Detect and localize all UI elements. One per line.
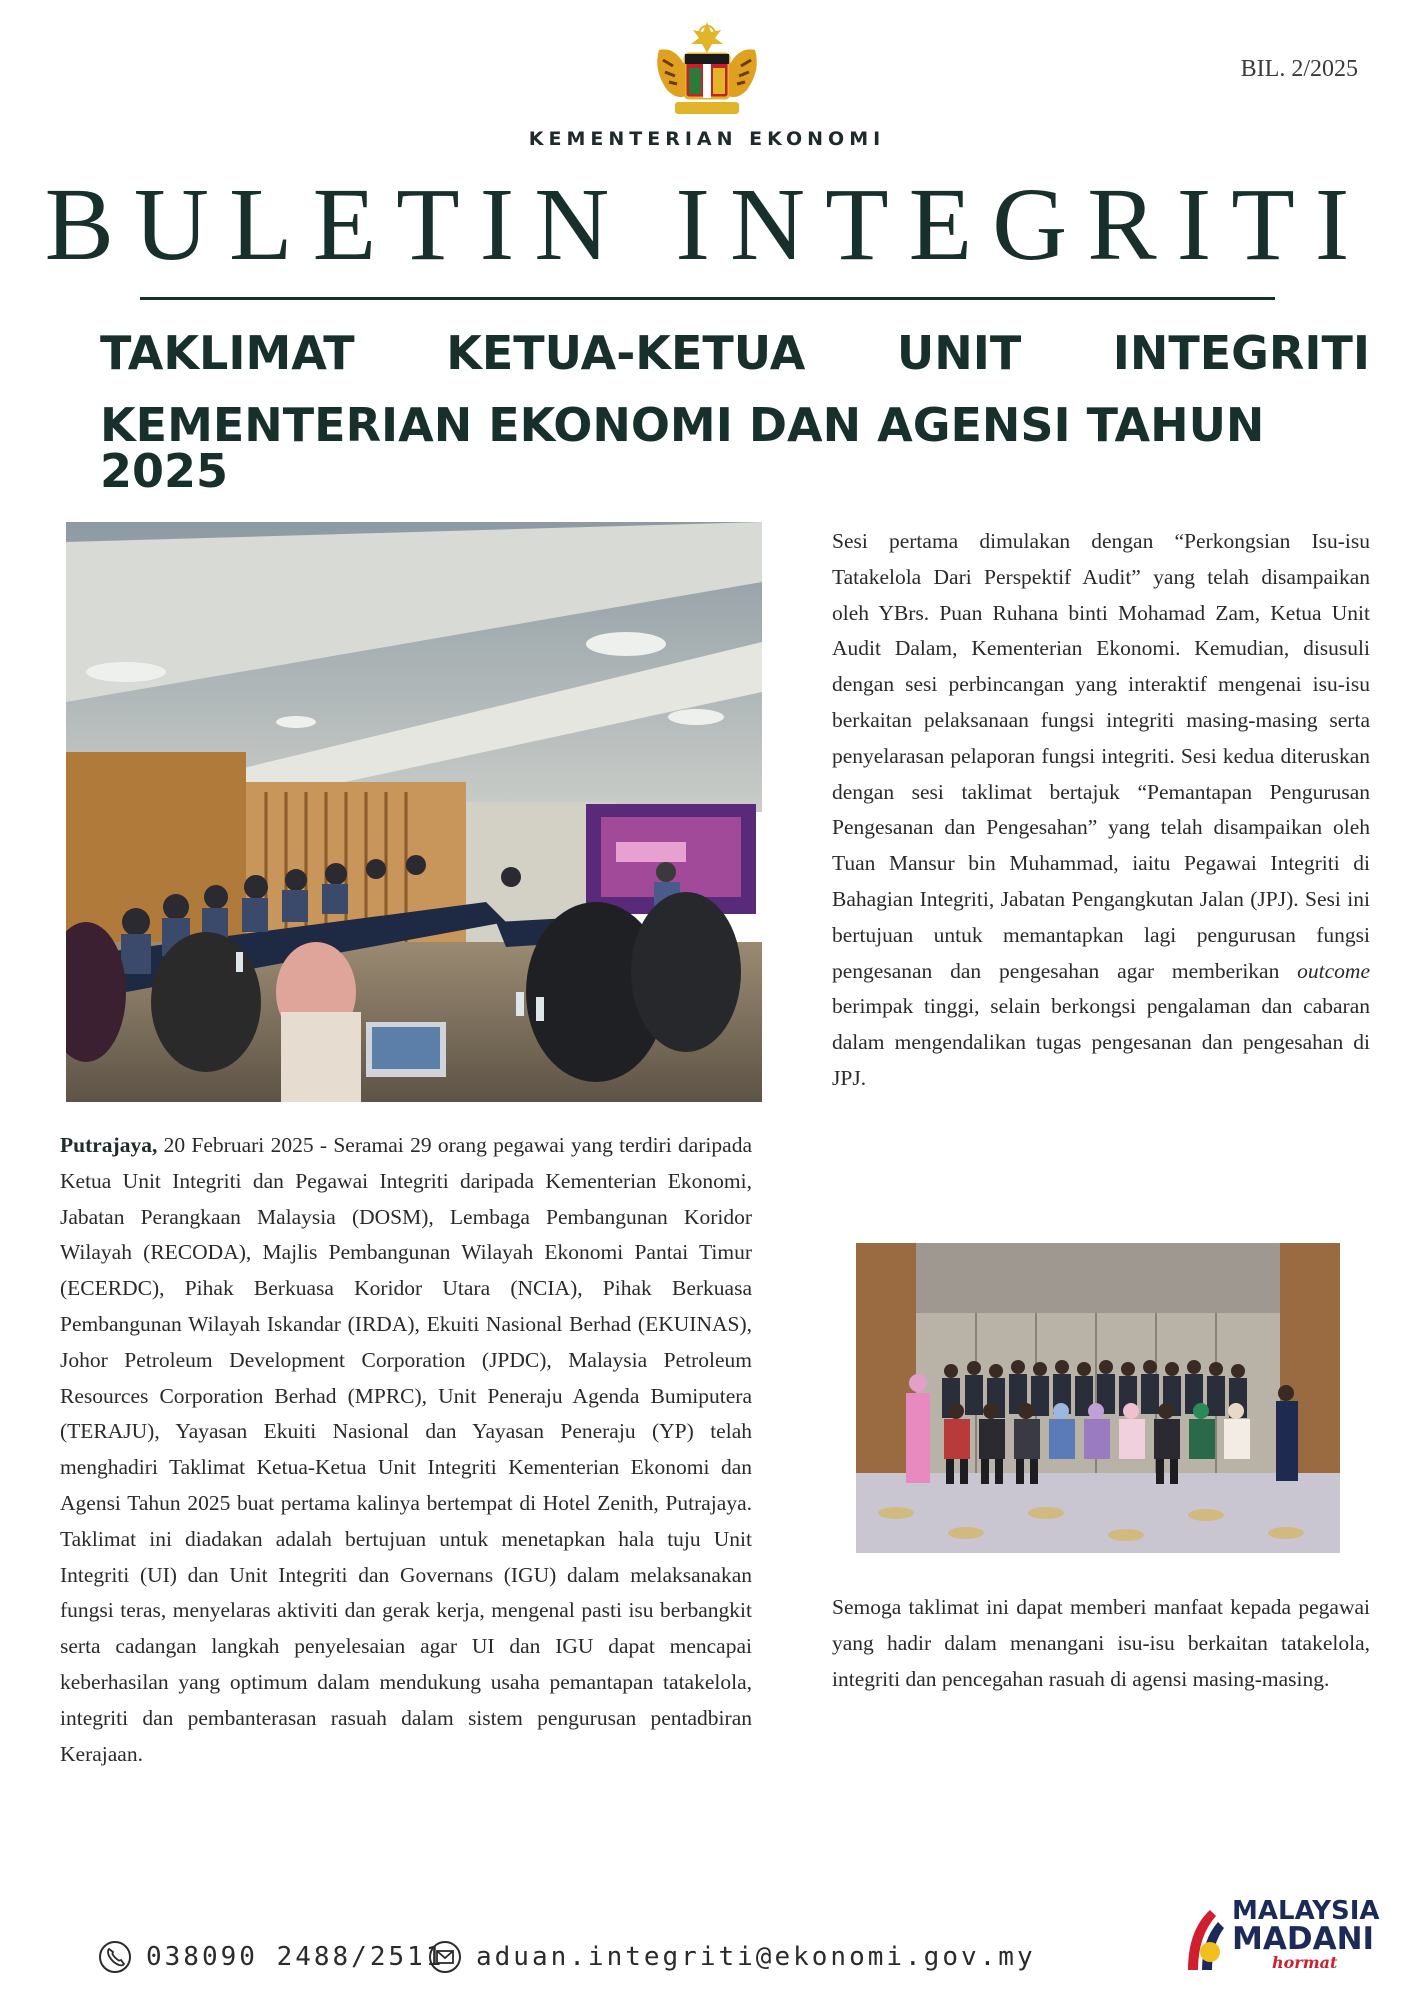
article-dateline: Putrajaya, — [60, 1133, 158, 1157]
headline-word: INTEGRITI — [1112, 326, 1370, 380]
email-icon — [428, 1940, 462, 1974]
madani-logo-line2: MADANI — [1232, 1921, 1375, 1957]
footer-phone — [98, 1940, 444, 1974]
madani-logo-line1: MALAYSIA — [1232, 1896, 1380, 1926]
footer-email — [428, 1940, 1036, 1974]
bulletin-number: BIL. 2/2025 — [1240, 56, 1358, 82]
headline-word: UNIT — [896, 326, 1022, 380]
headline-word: TAKLIMAT — [100, 326, 355, 380]
ministry-name: KEMENTERIAN EKONOMI — [528, 128, 886, 150]
article-closing: Semoga taklimat ini dapat memberi manfaat kepada pegawai yang hadir dalam menangani isu-isu berkaitan tatakelola, integriti dan pencegahan rasuah di agensi masing-masing. — [832, 1595, 1370, 1691]
article-right-column — [832, 524, 1370, 1097]
article-left-column — [60, 1128, 752, 1772]
article-sessions-text-end: berimpak tinggi, selain berkongsi pengalaman dan cabaran dalam mengendalikan tugas pengesanan dan pengesahan di JPJ. — [832, 994, 1370, 1090]
coat-of-arms-logo — [645, 20, 769, 120]
meeting-photo — [66, 522, 762, 1102]
headline-word: KETUA-KETUA — [446, 326, 806, 380]
madani-logo-tagline: hormat — [1272, 1953, 1338, 1972]
group-photo — [856, 1243, 1340, 1553]
phone-icon — [98, 1940, 132, 1974]
title-divider — [140, 297, 1275, 300]
madani-logo-text — [1232, 1898, 1380, 1971]
headline-line-2: KEMENTERIAN EKONOMI DAN AGENSI TAHUN 2025 — [100, 398, 1265, 498]
headline-line-1 — [100, 326, 1370, 380]
article-italic-term: outcome — [1297, 958, 1370, 983]
bulletin-title: BULETIN INTEGRITI — [44, 167, 1370, 282]
phone-number: 038090 2488/2511 — [146, 1942, 445, 1972]
article-intro-text: 20 Februari 2025 - Seramai 29 orang pegawai yang terdiri daripada Ketua Unit Integriti dan Pegawai Integriti daripada Kementerian Ekonomi, Jabatan Perangkaan Malaysia (DOSM), Lembaga Pembangunan Koridor Wilayah (RECODA), Majlis Pembangunan Wilayah Ekonomi Pantai Timur (ECERDC), Pihak Berkuasa Koridor Utara (NCIA), Pihak Berkuasa Pembangunan Wilayah Iskandar (IRDA), Ekuiti Nasional Berhad (EKUINAS), Johor Petroleum Development Corporation (JPDC), Malaysia Petroleum Resources Corporation Berhad (MPRC), Unit Peneraju Agenda Bumiputera (TERAJU), Yayasan Ekuiti Nasional dan Yayasan Peneraju (YP) telah menghadiri Taklimat Ketua-Ketua Unit Integriti Kementerian Ekonomi dan Agensi Tahun 2025 buat pertama kalinya bertempat di Hotel Zenith, Putrajaya. Taklimat ini diadakan adalah bertujuan untuk menetapkan hala tuju Unit Integriti (UI) dan Unit Integriti dan Governans (IGU) dalam melaksanakan fungsi teras, menyelaras aktiviti dan gerak kerja, mengenal pasti isu berbangkit serta cadangan langkah penyelesaian agar UI dan IGU dapat mencapai keberhasilan yang optimum dalam mendukung usaha pemantapan tatakelola, integriti dan pembanterasan rasuah dalam sistem pengurusan pentadbiran Kerajaan. — [60, 1133, 752, 1766]
email-address: aduan.integriti@ekonomi.gov.my — [476, 1942, 1036, 1972]
article-sessions-text: Sesi pertama dimulakan dengan “Perkongsian Isu-isu Tatakelola Dari Perspektif Audit” yang telah disampaikan oleh YBrs. Puan Ruhana binti Mohamad Zam, Ketua Unit Audit Dalam, Kementerian Ekonomi. Kemudian, disusuli dengan sesi perbincangan yang interaktif mengenai isu-isu berkaitan pelaksanaan fungsi integriti masing-masing serta penyelarasan pelaporan fungsi integriti. Sesi kedua diteruskan dengan sesi taklimat bertajuk “Pemantapan Pengurusan Pengesanan dan Pengesahan” yang telah disampaikan oleh Tuan Mansur bin Muhammad, iaitu Pegawai Integriti di Bahagian Integriti, Jabatan Pengangkutan Jalan (JPJ). Sesi ini bertujuan untuk memantapkan lagi pengurusan fungsi pengesanan dan pengesahan agar memberikan — [832, 529, 1370, 983]
